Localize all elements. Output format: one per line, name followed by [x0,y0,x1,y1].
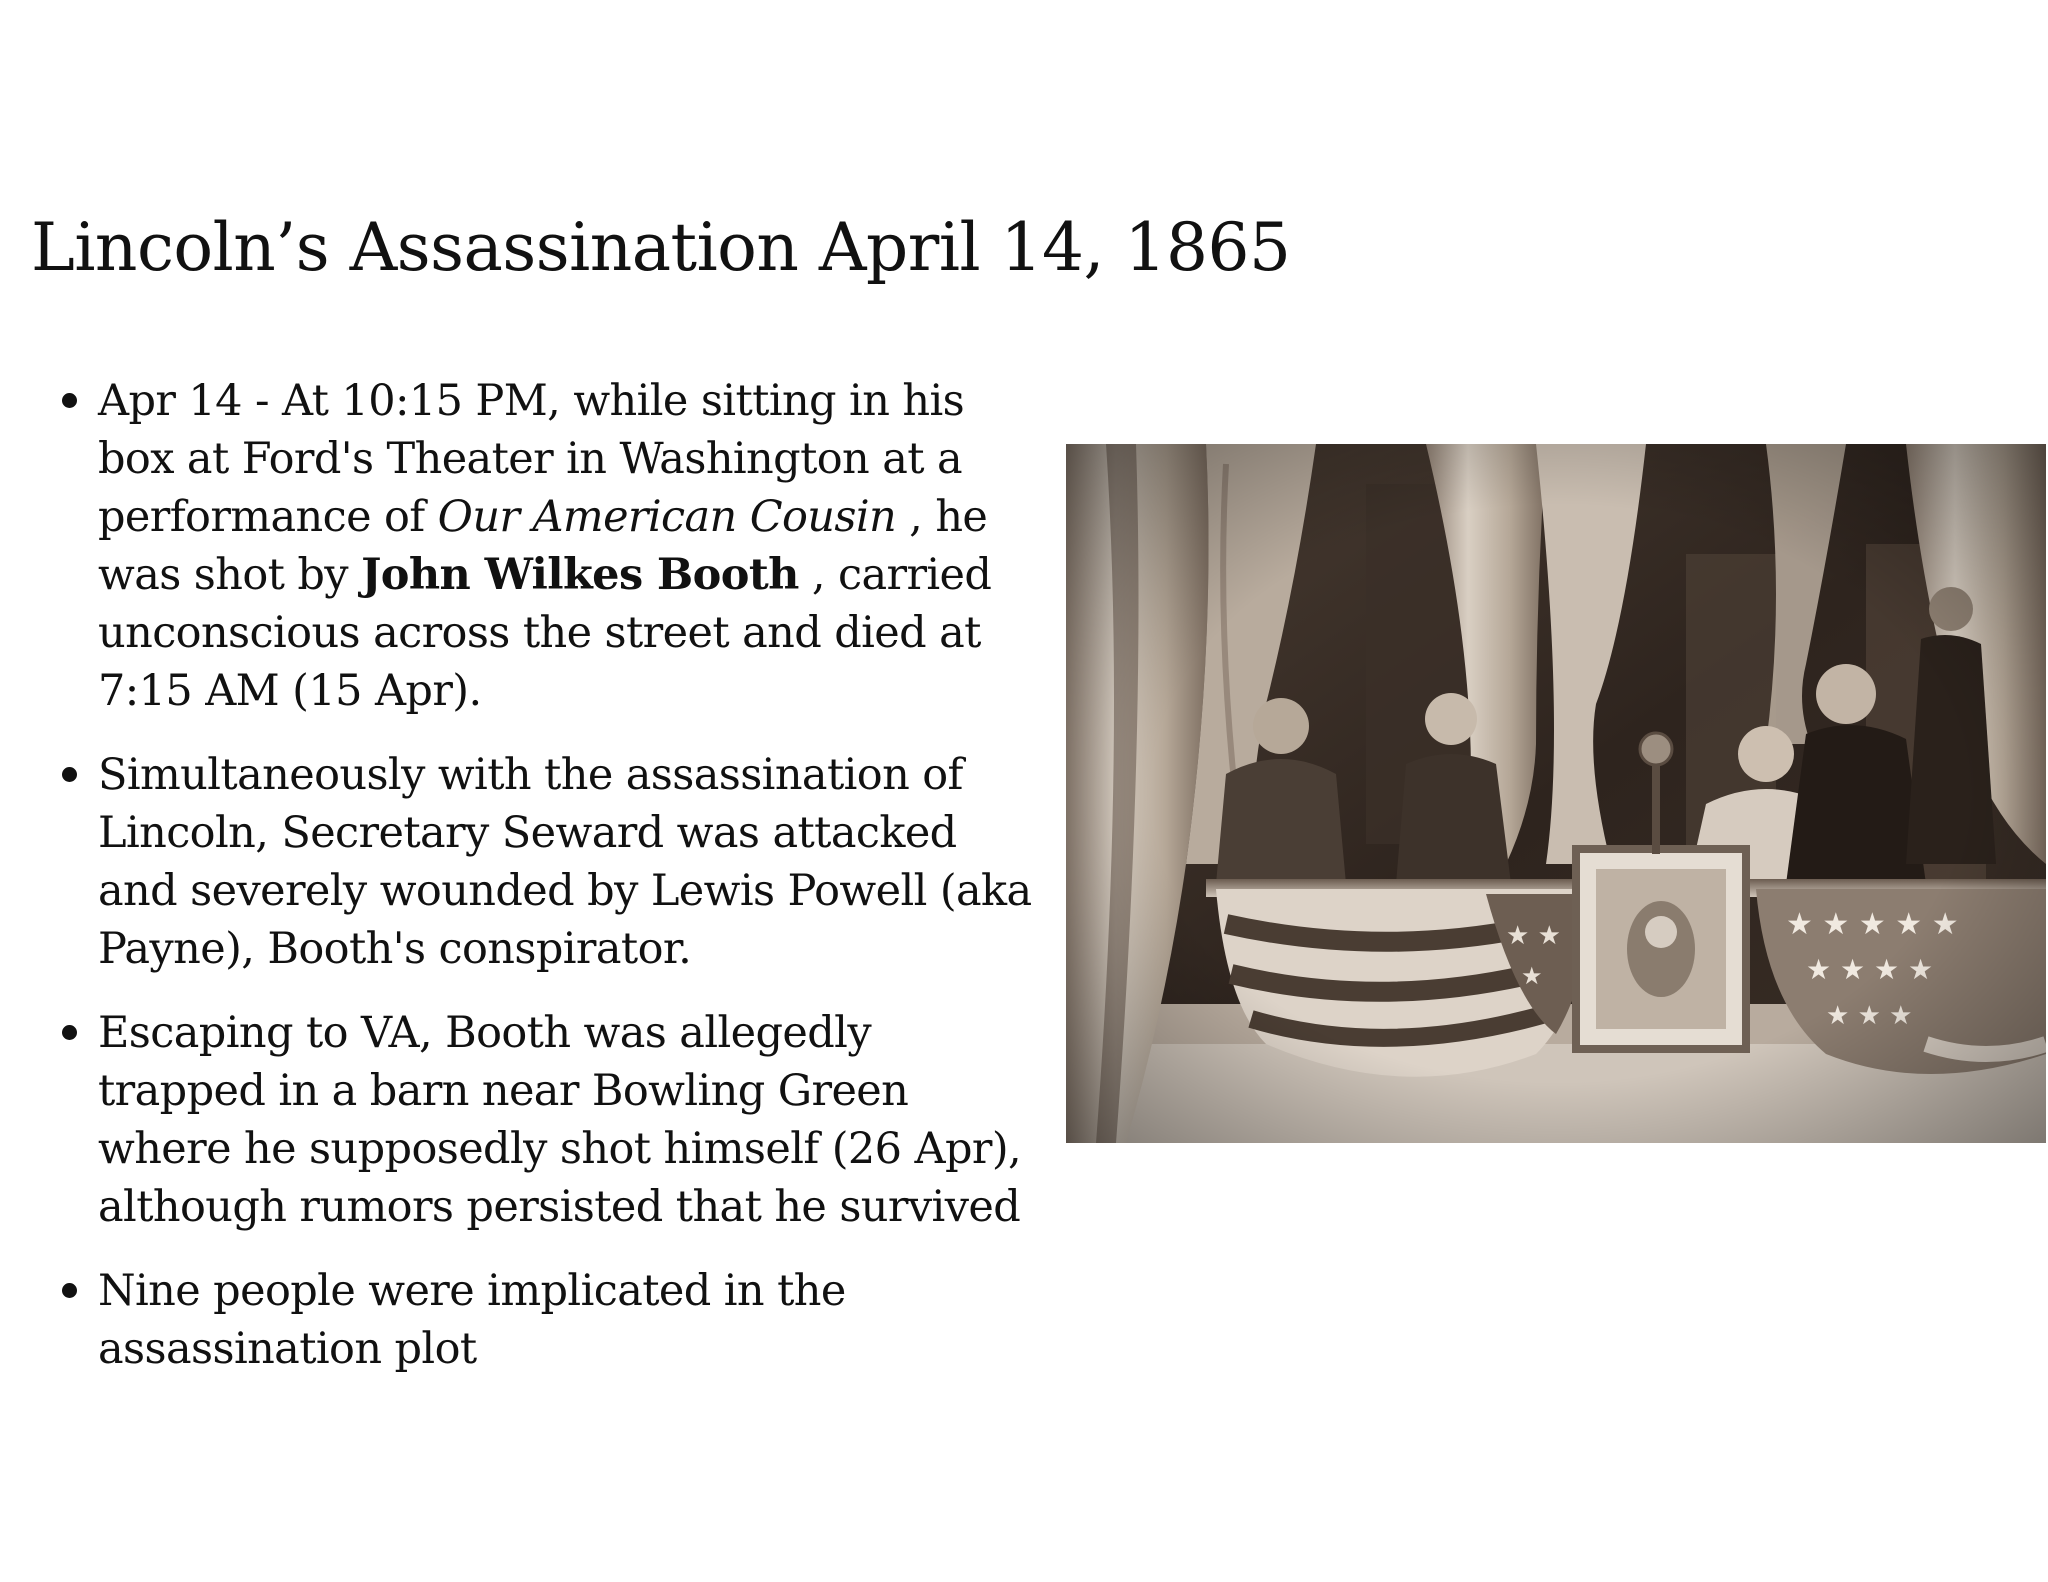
play-title: Our American Cousin [437,492,897,542]
bullet-item-seward [58,746,1048,978]
bullet-text-segment: , he was shot by [98,492,988,600]
assassin-name: John Wilkes Booth [361,550,799,600]
bullet-text: Nine people were implicated in the assassination plot [98,1266,846,1374]
bullet-text-segment: Apr 14 - At 10:15 PM, while sitting in his box at Ford's Theater in Washington at a performance of [98,376,965,542]
bullet-item-conspirators [58,1262,1048,1378]
bullet-text: Escaping to VA, Booth was allegedly trapped in a barn near Bowling Green where he supposedly shot himself (26 Apr), although rumors persisted that he survived [98,1008,1022,1232]
theater-box-photo [1066,444,2046,1143]
bullet-icon [62,767,77,782]
bullet-icon [62,393,77,408]
bullet-item-assassination [58,372,1048,720]
bullet-text: Simultaneously with the assassination of Lincoln, Secretary Seward was attacked and severely wounded by Lewis Powell (aka Payne), Booth's conspirator. [98,750,1032,974]
bullet-icon [62,1283,77,1298]
slide-title: Lincoln’s Assassination April 14, 1865 [31,209,1291,286]
bullet-text [98,372,1048,720]
bullet-icon [62,1025,77,1040]
bullet-item-escape [58,1004,1048,1236]
bullet-text-segment: , carried unconscious across the street and died at 7:15 AM (15 Apr). [98,550,992,716]
bullet-list [58,372,1048,1404]
